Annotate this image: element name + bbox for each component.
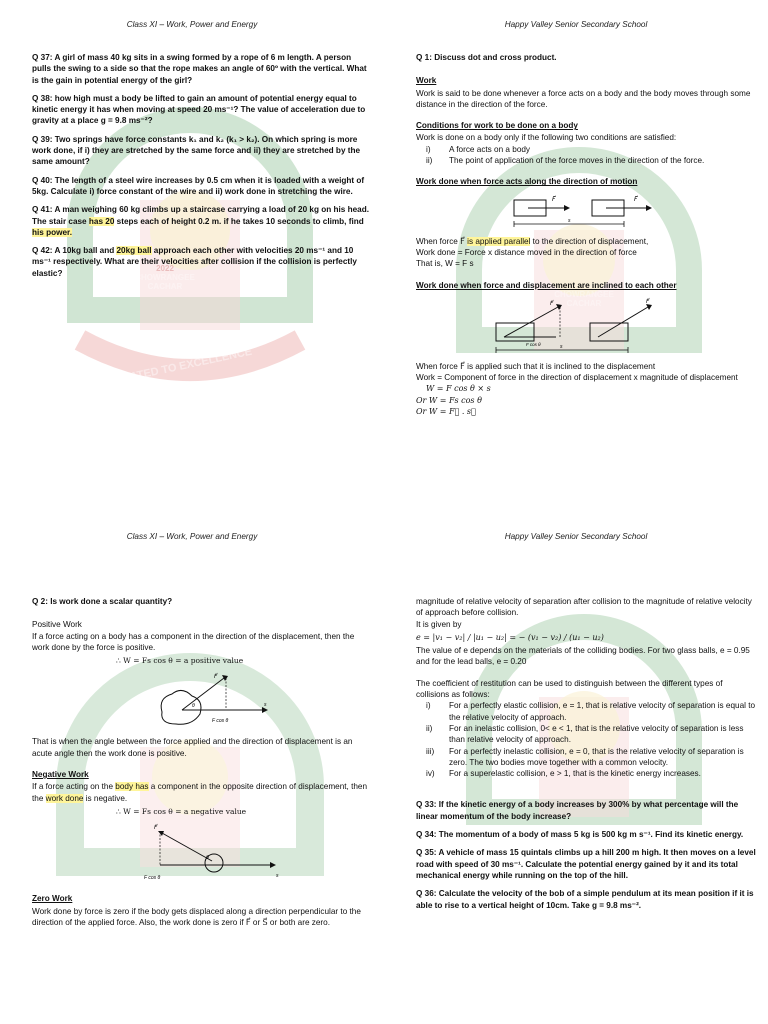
list-item: ii) For an inelastic collision, 0< e < 1, that is the relative velocity of separation is less than relative velocity of approach. (426, 723, 744, 745)
positive-work-formula: ∴ W = Fs cos θ = a positive value (116, 656, 244, 666)
svg-text:F cos θ: F cos θ (526, 341, 541, 347)
svg-text:θ: θ (192, 703, 195, 710)
section-work-types (32, 596, 372, 928)
positive-work-note: That is when the angle between the force applied and the direction of displacement is an acute angle then the work done is positive. (32, 737, 353, 758)
page-header: Happy Valley Senior Secondary School (504, 20, 648, 29)
parallel-line-1: When force F⃗ is applied parallel to the direction of displacement, (416, 236, 649, 246)
svg-text:θ: θ (206, 855, 209, 862)
conditions-list (416, 144, 756, 167)
svg-text:F⃗: F⃗ (634, 196, 638, 203)
work-definition: Work is said to be done whenever a force acts on a body and the body moves through some distance in the direction of the force. (416, 88, 751, 109)
restitution-given: It is given by (416, 619, 462, 629)
highlight: work done (45, 793, 84, 803)
inclined-force-diagram (486, 295, 676, 357)
question-35: Q 35: A vehicle of mass 15 quintals climbs up a hill 200 m high. It then moves on a level road with speed of 30 ms⁻¹. Calculate the potential energy gained by it and its total mechanical energy while running on the top of the hill. (416, 848, 756, 880)
question-39: Q 39: Two springs have force constants k₁ and k₂ (k₁ > k₂). On which spring is more work done, if i) they are stretched by the same force and ii) they are stretched by the same amount? (32, 134, 361, 167)
list-item: iii) For a perfectly inelastic collision, e = 0, that is the relative velocity of separation is zero. The two bodies move together with a common velocity. (426, 746, 744, 767)
highlight: is applied parallel (467, 236, 531, 246)
parallel-line-2: Work done = Force x distance moved in the direction of force (416, 247, 637, 257)
positive-work-diagram (152, 670, 302, 732)
list-item: ii) The point of application of the force moves in the direction of the force. (426, 156, 705, 166)
parallel-force-diagram (506, 192, 666, 232)
equation-3: Or W = F⃗ . s⃗ (416, 407, 476, 417)
zero-work-text: Work done by force is zero if the body gets displaced along a direction perpendicular to the direction of the applied force. Also, the work done is zero if F⃗ or S⃗ or both are zero. (32, 906, 361, 927)
svg-text:s: s (264, 702, 267, 709)
equation-1: W = F cos θ × s (426, 384, 491, 394)
svg-text:s: s (560, 343, 563, 350)
positive-work-text: If a force acting on a body has a component in the direction of the displacement, then the work done by the force is positive. (32, 631, 355, 652)
question-41: Q 41: A man weighing 60 kg climbs up a staircase carrying a load of 20 kg on his head. The stair case has 20 steps each of height 0.2 m. if he takes 10 seconds to climb, find his power. (32, 205, 370, 237)
collision-types-list (416, 700, 756, 779)
svg-text:F⃗: F⃗ (154, 825, 158, 832)
svg-text:F cos θ: F cos θ (144, 875, 161, 882)
page-header: Happy Valley Senior Secondary School (504, 532, 648, 541)
page-header: Class XI – Work, Power and Energy (126, 20, 258, 29)
svg-text:s: s (276, 873, 279, 880)
watermark-text: CHOWRANGEE CACHAR (554, 290, 614, 308)
watermark-text: 2022 CHOWRANGEE CACHAR (135, 264, 195, 291)
question-33: Q 33: If the kinetic energy of a body increases by 300% by what percentage will the linear momentum of the body increase? (416, 800, 739, 821)
highlight: has 20 (88, 216, 115, 226)
page-header: Class XI – Work, Power and Energy (126, 532, 258, 541)
question-2: Q 2: Is work done a scalar quantity? (32, 597, 173, 606)
list-item: i) A force acts on a body (426, 144, 531, 154)
svg-text:F⃗: F⃗ (214, 674, 218, 681)
restitution-types-intro: The coefficient of restitution can be used to distinguish between the different types of collisions as follows: (416, 678, 723, 700)
parallel-line-3: That is, W = F s (416, 259, 474, 269)
list-item: i) For a perfectly elastic collision, e = 1, that is relative velocity of separation is equal to the relative velocity of approach. (426, 701, 756, 722)
question-38: Q 38: how high must a body be lifted to gain an amount of potential energy equal to kinetic energy it has when moving at speed 20 ms⁻¹? The value of acceleration due to gravity at a place g = 9.8 ms⁻²? (32, 93, 366, 126)
question-1: Q 1: Discuss dot and cross product. (416, 53, 557, 62)
restitution-depends: The value of e depends on the materials of the colliding bodies. For two glass balls, e = 0.95 and for the lead balls, e = 0.20 (416, 646, 750, 667)
svg-text:F⃗: F⃗ (550, 300, 554, 307)
heading-along-motion: Work done when force acts along the direction of motion (416, 177, 638, 187)
inclined-line-1: When force F⃗ is applied such that it is inclined to the displacement (416, 361, 656, 371)
question-40: Q 40: The length of a steel wire increases by 0.5 cm when it is loaded with a weight of 5kg. Calculate i) force constant of the wire and ii) work done in stretching the wire. (32, 175, 365, 196)
list-item: iv) For a superelastic collision, e > 1, that is the kinetic energy increases. (426, 769, 701, 779)
highlight: body has (115, 782, 149, 792)
section-restitution (416, 596, 756, 918)
negative-work-title: Negative Work (32, 770, 89, 780)
negative-work-formula: ∴ W = Fs cos θ = a negative value (116, 806, 247, 816)
equation-2: Or W = Fs cos θ (416, 395, 482, 405)
page-bottom-left (0, 512, 384, 1024)
svg-text:s: s (568, 217, 571, 224)
question-list (32, 52, 372, 286)
negative-work-diagram (140, 821, 300, 887)
question-34: Q 34: The momentum of a body of mass 5 kg is 500 kg m s⁻¹. Find its kinetic energy. (416, 830, 744, 840)
conditions-intro: Work is done on a body only if the following two conditions are satisfied: (416, 133, 677, 143)
page-top-right (384, 0, 768, 512)
highlight: 20kg ball (116, 246, 152, 256)
svg-text:F⃗: F⃗ (552, 196, 556, 203)
restitution-formula: e = |v₁ − v₂| / |u₁ − u₂| = − (v₁ − v₂) / (u₁ − u₂) (416, 632, 604, 642)
watermark-motto: DEDICATED TO EXCELLENCE (95, 345, 254, 391)
inclined-line-2: Work = Component of force in the direction of displacement x magnitude of displacement (416, 373, 738, 383)
question-36: Q 36: Calculate the velocity of the bob of a simple pendulum at its mean position if it is able to rise to a vertical height of 10cm. Take g = 9.8 ms⁻². (416, 889, 754, 910)
question-37: Q 37: A girl of mass 40 kg sits in a swing formed by a rope of 6 m length. A person pulls the swing to a side so that the rope makes an angle of 60º with the vertical. What is the gain in potential energy of the girl? (32, 53, 367, 85)
positive-work-title: Positive Work (32, 620, 82, 630)
heading-conditions: Conditions for work to be done on a body (416, 121, 578, 131)
svg-text:F cos θ: F cos θ (212, 718, 229, 725)
page-bottom-right (384, 512, 768, 1024)
heading-work: Work (416, 76, 437, 86)
page-top-left (0, 0, 384, 512)
question-42: Q 42: A 10kg ball and 20kg ball approach each other with velocities 20 ms⁻¹ and 10 ms⁻¹ respectively. What are their velocities after collision if the collision is perfectly elastic? (32, 246, 357, 278)
section-work (416, 52, 756, 417)
restitution-intro: magnitude of relative velocity of separation after collision to the magnitude of relative velocity of approach before collision. (416, 597, 752, 618)
svg-text:F⃗: F⃗ (646, 298, 650, 305)
zero-work-title: Zero Work (32, 894, 73, 904)
negative-work-text: If a force acting on the body has a component in the opposite direction of displacement, then the work done is negative. (32, 782, 368, 803)
highlight: his power. (32, 227, 73, 237)
heading-inclined: Work done when force and displacement are inclined to each other (416, 280, 677, 290)
